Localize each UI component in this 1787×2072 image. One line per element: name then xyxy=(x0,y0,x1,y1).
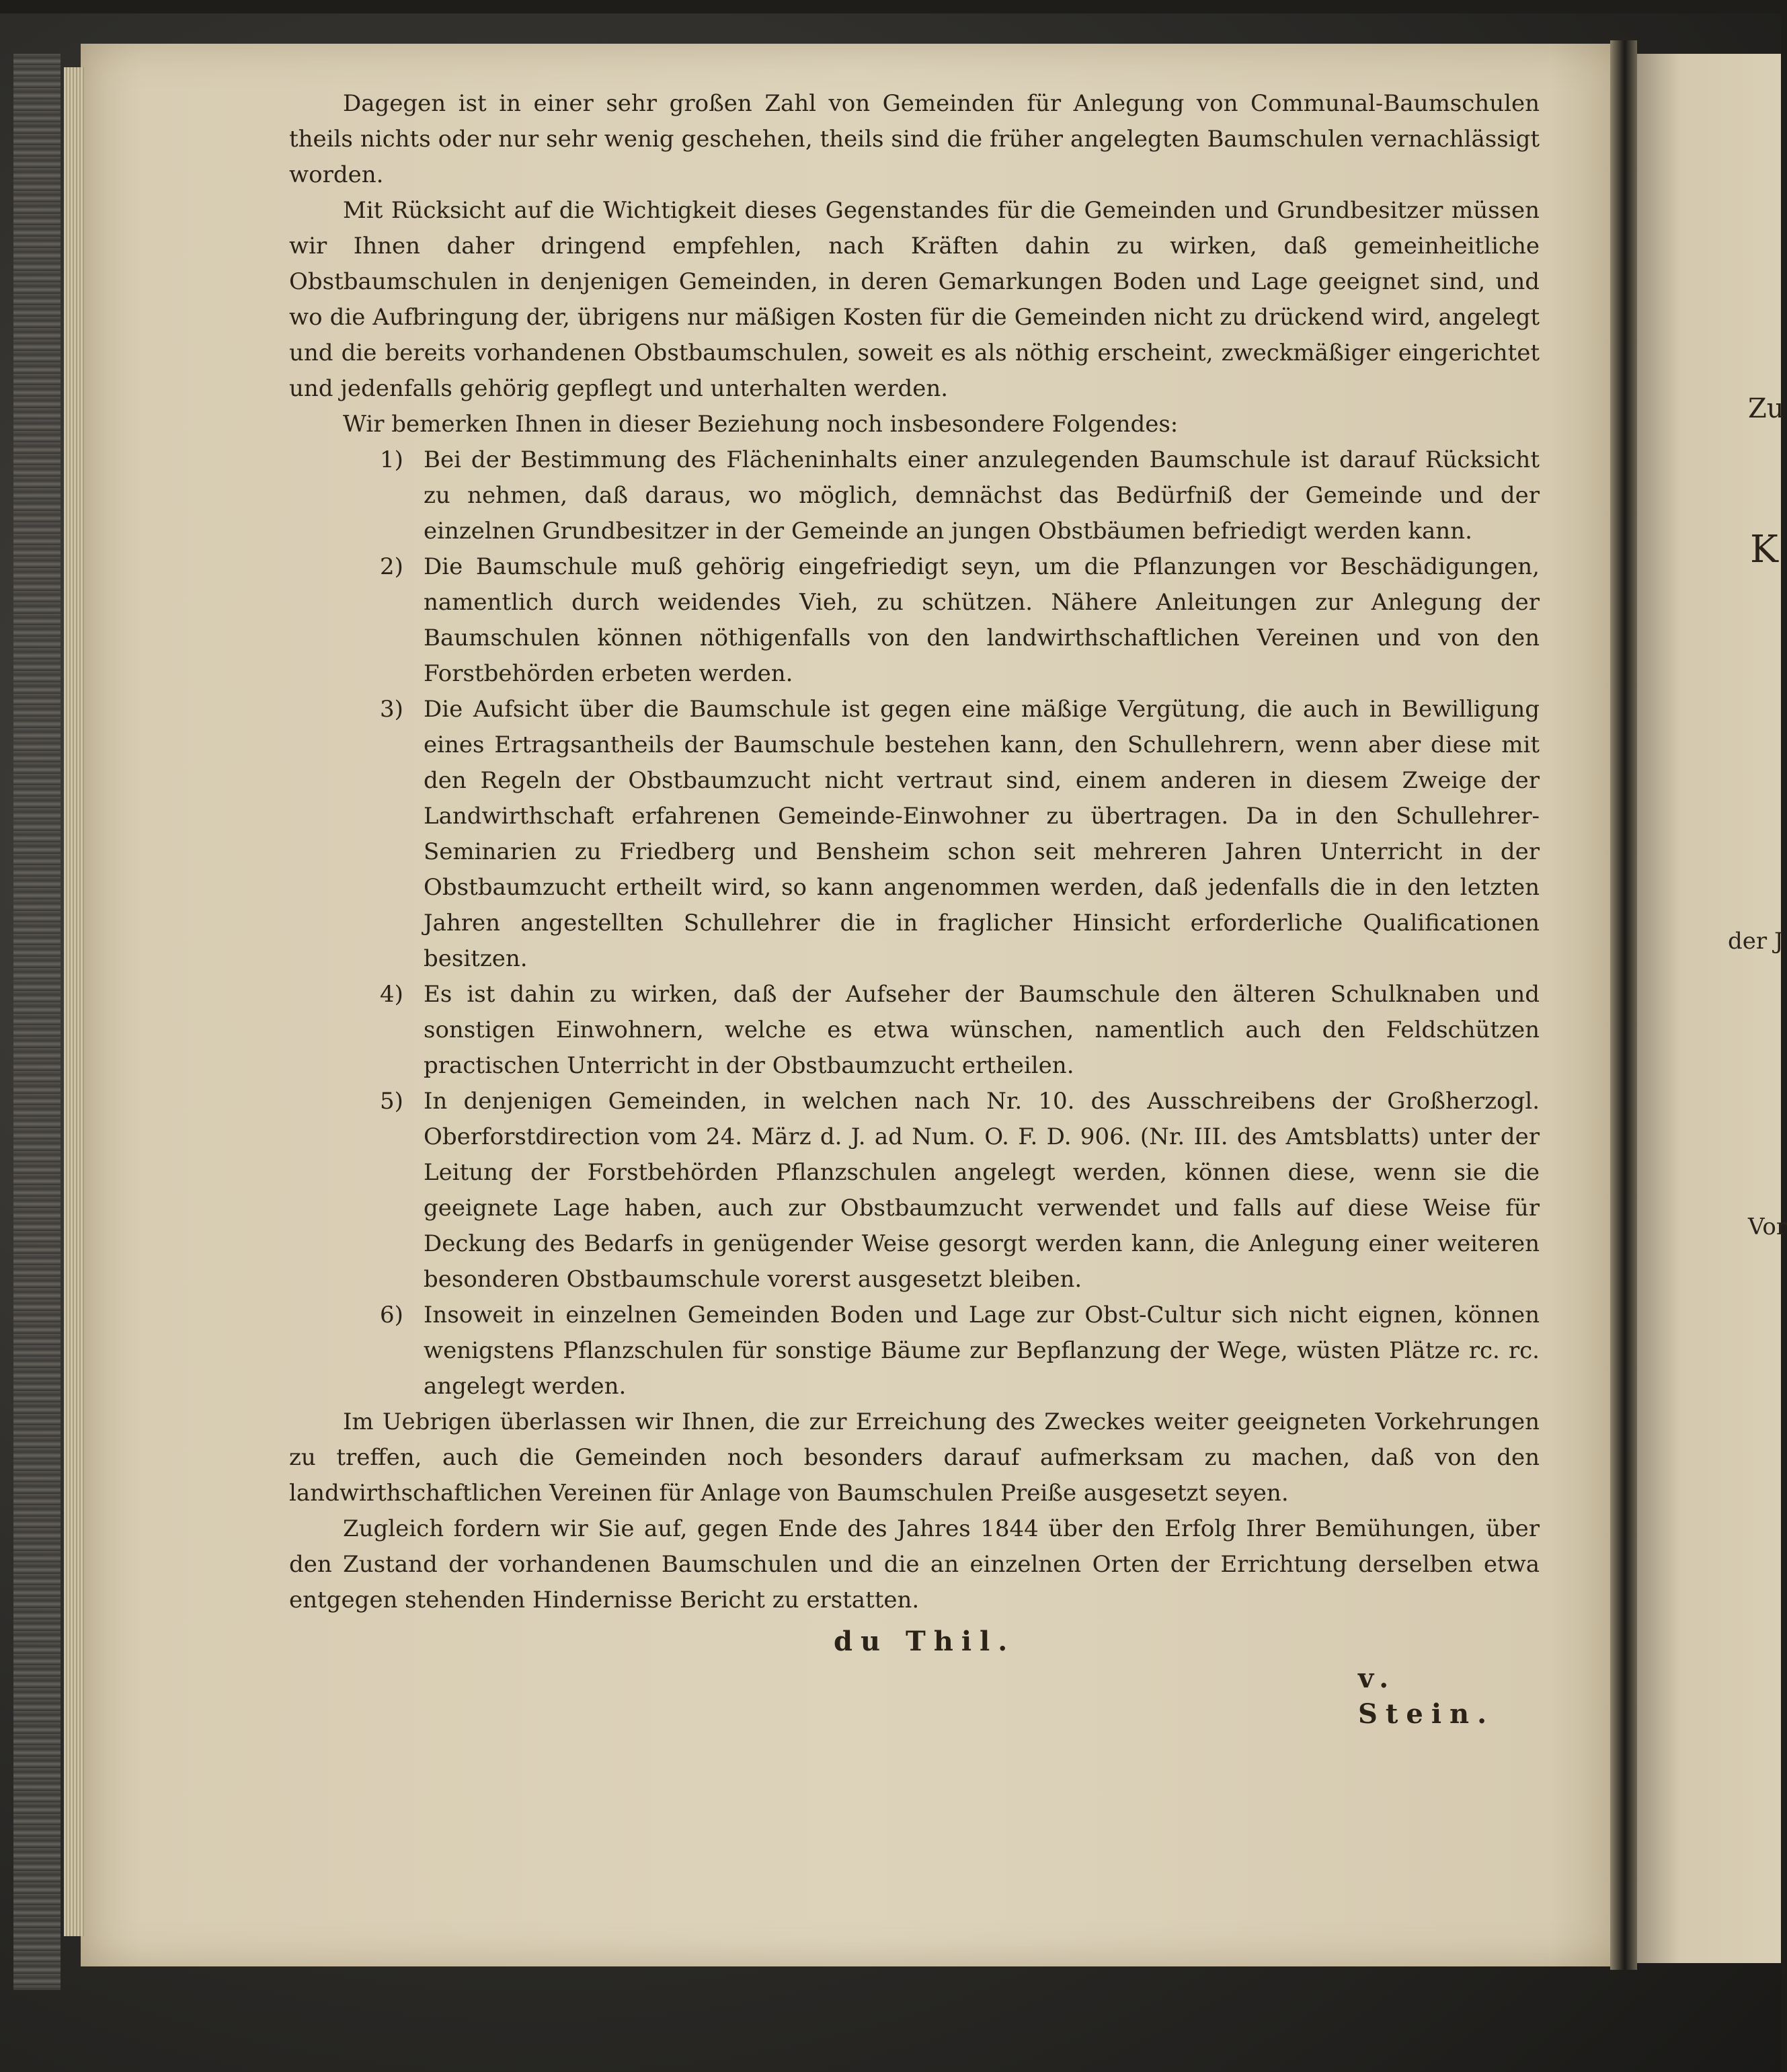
list-item-number: 1) xyxy=(380,446,403,473)
list-item xyxy=(289,692,1540,977)
list-item xyxy=(289,1298,1540,1404)
next-page-edge xyxy=(1637,54,1781,1963)
list-item-text: Die Aufsicht über die Baumschule ist gegen eine mäßige Vergütung, die auch in Bewilligung eines Ertragsantheils der Baumschule bestehen kann, den Schullehrern, wenn aber diese mit den Regeln der Obstbaumzucht nicht vertraut sind, einem anderen in diesem Zweige der Landwirthschaft erfahrenen Gemeinde-Einwohner zu übertragen. Da in den Schullehrer-Seminarien zu Friedberg und Bensheim schon seit mehreren Jahren Unterricht in der Obstbaumzucht ertheilt wird, so kann angenommen werden, daß jedenfalls die in den letzten Jahren angestellten Schullehrer die in fraglicher Hinsicht erforderliche Qualificationen besitzen. xyxy=(424,696,1540,972)
list-item-number: 4) xyxy=(380,981,403,1008)
signature-block xyxy=(289,1624,1540,1730)
paragraph: Dagegen ist in einer sehr großen Zahl von Gemeinden für Anlegung von Communal-Baumschulen theils nichts oder nur sehr wenig geschehen, theils sind die früher angelegten Baumschulen vernachlässigt worden. xyxy=(289,90,1540,188)
list-item-text: Es ist dahin zu wirken, daß der Aufseher der Baumschule den älteren Schulknaben und sonstigen Einwohnern, welche es etwa wünschen, namentlich auch den Feldschützen practischen Unterricht in der Obstbaumzucht ertheilen. xyxy=(424,981,1540,1079)
cover-edge xyxy=(13,54,61,1990)
paragraph: Wir bemerken Ihnen in dieser Beziehung noch insbesondere Folgendes: xyxy=(343,411,1179,438)
signature-v-stein: v. Stein. xyxy=(1358,1663,1495,1730)
list-item-text: Die Baumschule muß gehörig eingefriedigt seyn, um die Pflanzungen vor Beschädigungen, namentlich durch weidendes Vieh, zu schützen. Nähere Anleitungen zur Anlegung der Baumschulen können nöthigenfalls von den landwirthschaftlichen Vereinen und von den Forstbehörden erbeten werden. xyxy=(424,553,1540,687)
list-item xyxy=(289,1084,1540,1298)
next-page-fragment: Zu xyxy=(1748,393,1784,424)
book-gutter xyxy=(1610,40,1637,1970)
list-item-number: 5) xyxy=(380,1088,403,1115)
list-item xyxy=(289,977,1540,1084)
list-item-text: Insoweit in einzelnen Gemeinden Boden und Lage zur Obst-Cultur sich nicht eignen, können wenigstens Pflanzschulen für sonstige Bäume zur Bepflanzung der Wege, wüsten Plätze rc. rc. angelegt werden. xyxy=(424,1302,1540,1400)
list-item-text: Bei der Bestimmung des Flächeninhalts einer anzulegenden Baumschule ist darauf Rücksicht zu nehmen, daß daraus, wo möglich, demnächst das Bedürfniß der Gemeinde und der einzelnen Grundbesitzer in der Gemeinde an jungen Obstbäumen befriedigt werden kann. xyxy=(424,446,1540,545)
paragraph: Im Uebrigen überlassen wir Ihnen, die zur Erreichung des Zweckes weiter geeigneten Vorkehrungen zu treffen, auch die Gemeinden noch besonders darauf aufmerksam zu machen, daß von den landwirthschaftlichen Vereinen für Anlage von Baumschulen Preiße ausgesetzt seyen. xyxy=(289,1408,1540,1507)
next-page-fragment: Vor xyxy=(1748,1213,1787,1240)
list-item xyxy=(289,442,1540,549)
paragraph: Mit Rücksicht auf die Wichtigkeit dieses Gegenstandes für die Gemeinden und Grundbesitzer müssen wir Ihnen daher dringend empfehlen, nach Kräften dahin zu wirken, daß gemeinheitliche Obstbaumschulen in denjenigen Gemeinden, in deren Gemarkungen Boden und Lage geeignet sind, und wo die Aufbringung der, übrigens nur mäßigen Kosten für die Gemeinden nicht zu drückend wird, angelegt und die bereits vorhandenen Obstbaumschulen, soweit es als nöthig erscheint, zweckmäßiger eingerichtet und jedenfalls gehörig gepflegt und unterhalten werden. xyxy=(289,197,1540,402)
list-item xyxy=(289,549,1540,692)
signature-du-thil: du Thil. xyxy=(834,1626,1016,1657)
list-item-text: In denjenigen Gemeinden, in welchen nach Nr. 10. des Ausschreibens der Großherzogl. Oberforstdirection vom 24. März d. J. ad Num. O. F. D. 906. (Nr. III. des Amtsblatts) unter der Leitung der Forstbehörden Pflanzschulen angelegt werden, können diese, wenn sie die geeignete Lage haben, auch zur Obstbaumzucht verwendet und falls auf diese Weise für Deckung des Bedarfs in genügender Weise gesorgt werden kann, die Anlegung einer weiteren besonderen Obstbaumschule vorerst ausgesetzt bleiben. xyxy=(424,1088,1540,1293)
next-page-fragment: der J xyxy=(1728,928,1784,955)
paragraph: Zugleich fordern wir Sie auf, gegen Ende des Jahres 1844 über den Erfolg Ihrer Bemühungen, über den Zustand der vorhandenen Baumschulen und die an einzelnen Orten der Errichtung derselben etwa entgegen stehenden Hindernisse Bericht zu erstatten. xyxy=(289,1515,1540,1613)
list-item-number: 6) xyxy=(380,1302,403,1328)
list-item-number: 3) xyxy=(380,696,403,723)
list-item-number: 2) xyxy=(380,553,403,580)
document-body xyxy=(289,86,1540,1730)
next-page-fragment: K xyxy=(1750,528,1778,571)
page-stack-edge xyxy=(64,67,84,1936)
